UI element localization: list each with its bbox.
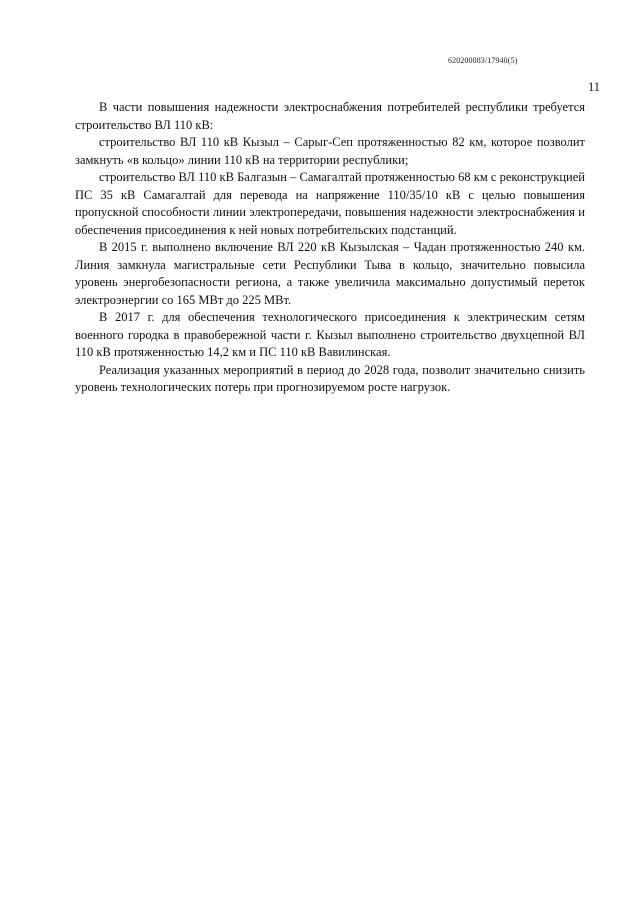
paragraph-kyzyl-saryg-sep: строительство ВЛ 110 кВ Кызыл – Сарыг-Сеп протяженностью 82 км, которое позволит замкнуть «в кольцо» линии 110 кВ на территории республики; — [75, 135, 585, 167]
page-number: 11 — [588, 80, 601, 94]
paragraph-conclusion: Реализация указанных мероприятий в период до 2028 года, позволит значительно снизить уровень технологических потерь при прогнозируемом росте нагрузок. — [75, 362, 585, 394]
document-body — [75, 99, 585, 397]
paragraph-2017: В 2017 г. для обеспечения технологического присоединения к электрическим сетям военного городка в правобережной части г. Кызыл выполнено строительство двухцепной ВЛ 110 кВ протяженностью 14,2 км и ПС 110 кВ Вавилинская. — [75, 310, 585, 359]
paragraph-intro: В части повышения надежности электроснабжения потребителей республики требуется строительство ВЛ 110 кВ: — [75, 100, 585, 132]
paragraph-2015: В 2015 г. выполнено включение ВЛ 220 кВ Кызылская – Чадан протяженностью 240 км. Линия замкнула магистральные сети Республики Тыва в кольцо, значительно повысила уровень энергобезопасности региона, а также увеличила максимально допустимый переток электроэнергии со 165 МВт до 225 МВт. — [75, 240, 585, 307]
paragraph-balgazyn-samagaltay: строительство ВЛ 110 кВ Балгазын – Самагалтай протяженностью 68 км с реконструкцией ПС 35 кВ Самагалтай для перевода на напряжение 110/35/10 кВ с целью повышения пропускной способности линии электропередачи, повышения надежности электроснабжения и обеспечения присоединения к ней новых потребительских подстанций. — [75, 170, 585, 237]
document-id: 620200083/17940(5) — [448, 56, 518, 65]
